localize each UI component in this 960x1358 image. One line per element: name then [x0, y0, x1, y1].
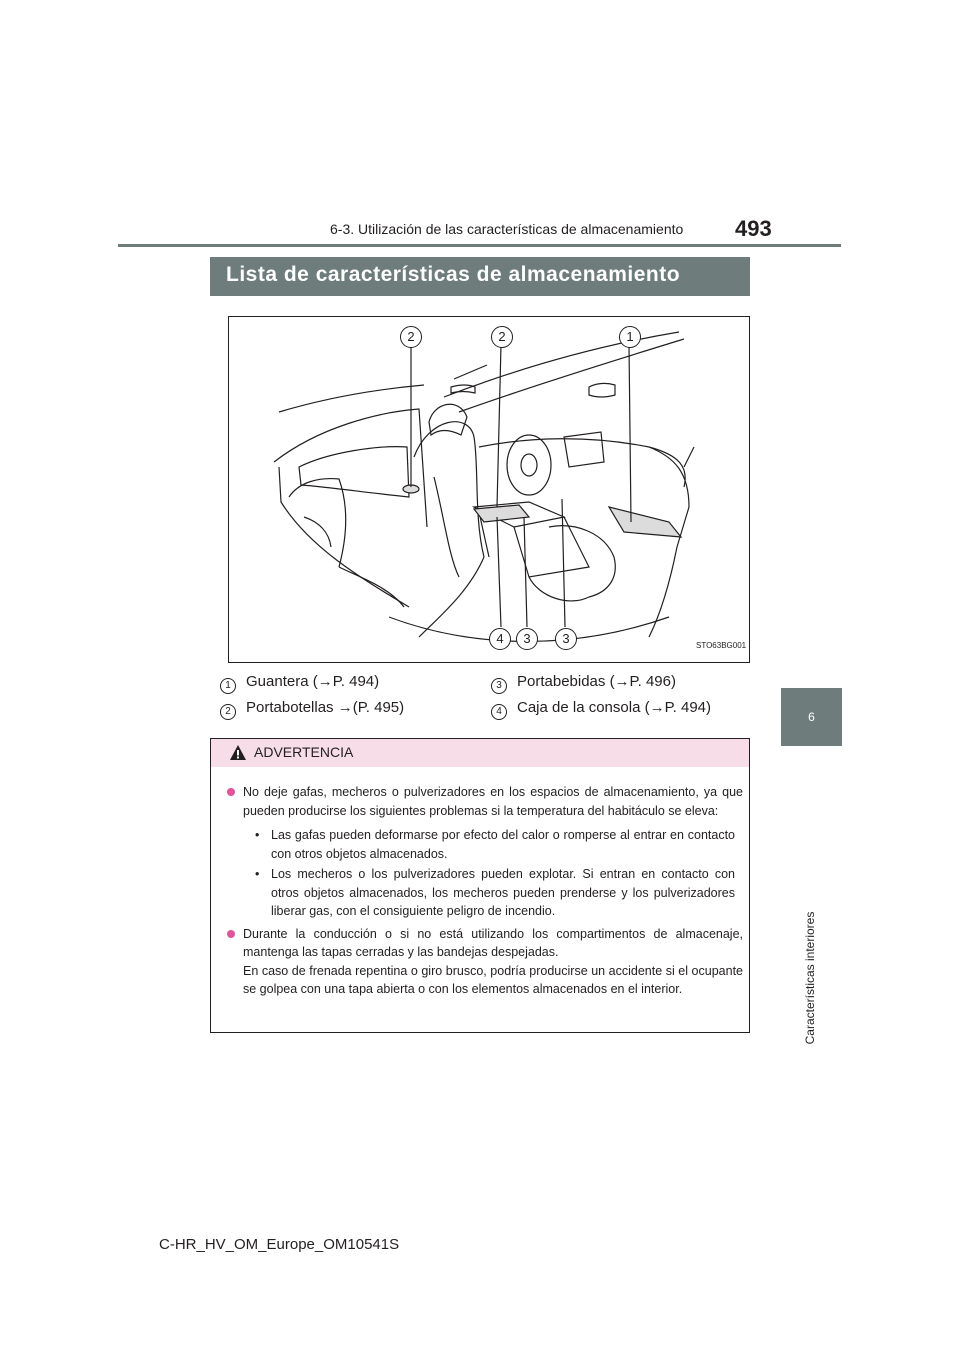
legend-number: 1	[220, 678, 236, 694]
warning-title: ADVERTENCIA	[254, 744, 354, 760]
figure-code: STO63BG001	[696, 641, 747, 650]
callout-cup-holder-2: 3	[555, 628, 577, 650]
legend-text: Caja de la consola (→P. 494)	[517, 699, 712, 716]
chapter-tab: 6	[781, 688, 842, 746]
warning-bullet-text: Durante la conducción o si no está utilizando los compartimentos de almacenaje, mantenga las tapas cerradas y las bandejas despejadas.	[243, 926, 743, 959]
warning-sub-item	[225, 826, 743, 863]
warning-bullet-text: No deje gafas, mecheros o pulverizadores en los espacios de almacenamiento, ya que pueden producirse los siguientes problemas si la temperatura del habitáculo se eleva:	[243, 785, 743, 818]
interior-illustration	[228, 316, 750, 663]
warning-sub-text: Los mecheros o los pulverizadores pueden explotar. Si entran en contacto con otros objetos almacenados, los mecheros pueden prenderse y los pulverizadores liberar gas, con el consiguiente peligro de incendio.	[271, 867, 735, 918]
header-divider	[118, 244, 841, 247]
header-section-title: 6-3. Utilización de las características de almacenamiento	[330, 221, 684, 237]
warning-sub-text: Las gafas pueden deformarse por efecto del calor o romperse al entrar en contacto con otros objetos almacenados.	[271, 828, 735, 861]
warning-bullet	[225, 783, 743, 820]
legend-text: Guantera (→P. 494)	[246, 673, 380, 690]
bullet-dot-icon	[227, 930, 235, 938]
warning-header	[211, 739, 749, 767]
legend-number: 2	[220, 704, 236, 720]
warning-bullet-text-2: En caso de frenada repentina o giro brusco, podría producirse un accidente si el ocupante se golpea con una tapa abierta o con los elementos almacenados en el interior.	[243, 963, 743, 996]
warning-sub-list	[225, 826, 743, 921]
callout-console-box: 4	[489, 628, 511, 650]
warning-bullet	[225, 925, 743, 999]
callout-bottle-holder-front: 2	[491, 326, 513, 348]
legend-item-bottle-holder	[220, 699, 404, 720]
legend-text: Portabotellas →(P. 495)	[246, 699, 405, 716]
sub-bullet-mark: •	[255, 867, 260, 881]
legend-item-cup-holder	[491, 673, 676, 694]
footer-document-code: C-HR_HV_OM_Europe_OM10541S	[159, 1236, 400, 1253]
car-interior-drawing	[229, 317, 749, 662]
legend-number: 3	[491, 678, 507, 694]
warning-sub-item	[225, 865, 743, 921]
legend-item-console-box	[491, 699, 711, 720]
chapter-label	[800, 898, 820, 1058]
bullet-dot-icon	[227, 788, 235, 796]
warning-triangle-icon	[229, 744, 247, 761]
warning-box	[210, 738, 750, 1033]
chapter-label-text: Características interiores	[803, 911, 817, 1045]
legend-number: 4	[491, 704, 507, 720]
page-number: 493	[735, 216, 772, 241]
sub-bullet-mark: •	[255, 828, 260, 842]
callout-glovebox: 1	[619, 326, 641, 348]
callout-bottle-holder-rear: 2	[400, 326, 422, 348]
legend-item-glovebox	[220, 673, 379, 694]
warning-body	[225, 783, 743, 1005]
section-title-bar	[210, 257, 750, 296]
callout-cup-holder-1: 3	[516, 628, 538, 650]
section-title: Lista de características de almacenamiento	[226, 263, 681, 286]
legend-text: Portabebidas (→P. 496)	[517, 673, 676, 690]
